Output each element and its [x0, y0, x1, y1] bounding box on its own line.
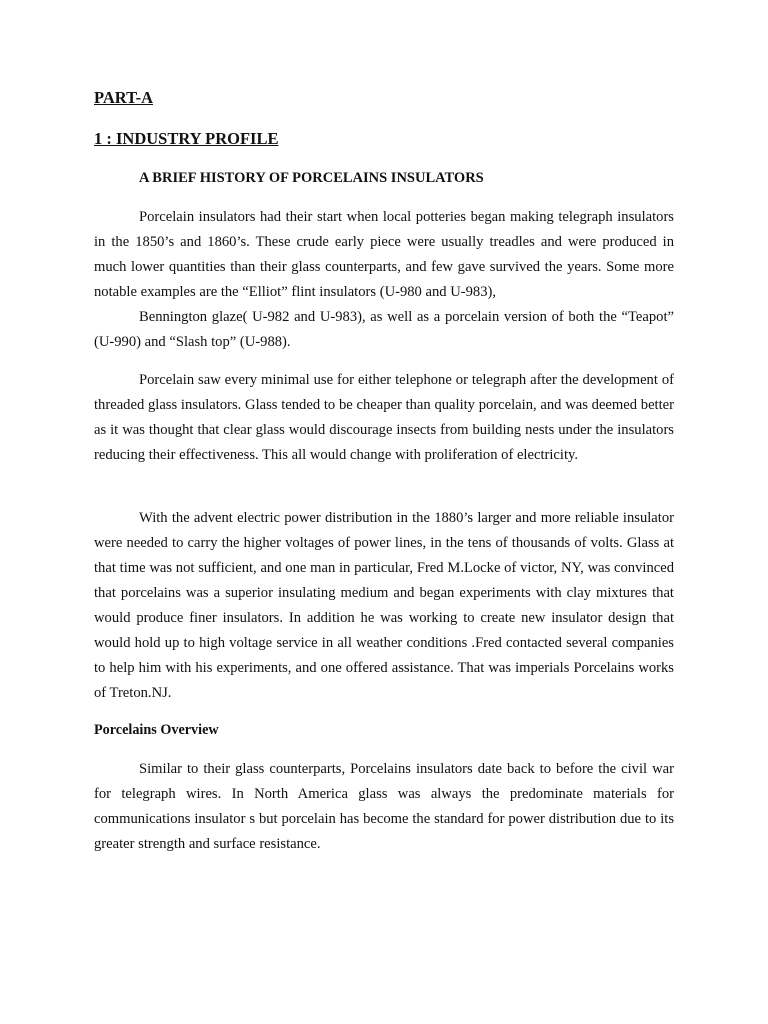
paragraph-power-distribution: With the advent electric power distribution in the 1880’s larger and more reliable insulator were needed to carry the higher voltages of power lines, in the tens of thousands of volts. Glass at that time was not sufficient, and one man in particular, Fred M.Locke of victor, NY, was convinced that porcelains was a superior insulating medium and began experiments with clay mixtures that would produce finer insulators. In addition he was working to create new insulator design that would hold up to high voltage service in all weather conditions .Fred contacted several companies to help him with his experiments, and one offered assistance. That was imperials Porcelains works of Treton.NJ. [94, 510, 674, 701]
paragraph-glass-use: Porcelain saw every minimal use for either telephone or telegraph after the development of threaded glass insulators. Glass tended to be cheaper than quality porcelain, and was deemed better as it was thought that clear glass would discourage insects from building nests under the insulators reducing their effectiveness. This all would change with proliferation of electricity. [94, 372, 674, 463]
paragraph-history-part-2: Bennington glaze( U-982 and U-983), as well as a porcelain version of both the “Teapot” (U-990) and “Slash top” (U-988). [94, 309, 674, 350]
section-title: 1 : INDUSTRY PROFILE [94, 129, 279, 148]
paragraph-overview: Similar to their glass counterparts, Porcelains insulators date back to before the civil war for telegraph wires. In North America glass was always the predominate materials for communications insulator s but porcelain has become the standard for power distribution due to its greater strength and surface resistance. [94, 761, 674, 852]
paragraph-history [94, 205, 674, 355]
paragraph-history-part-1: Porcelain insulators had their start when local potteries began making telegraph insulators in the 1850’s and 1860’s. These crude early piece were usually treadles and were produced in much lower quantities than their glass counterparts, and few gave survived the years. Some more notable examples are the “Elliot” flint insulators (U-980 and U-983), [94, 209, 674, 300]
side-heading-overview: Porcelains Overview [94, 722, 219, 738]
sub-title: A BRIEF HISTORY OF PORCELAINS INSULATORS [139, 170, 484, 186]
part-title: PART-A [94, 88, 154, 107]
